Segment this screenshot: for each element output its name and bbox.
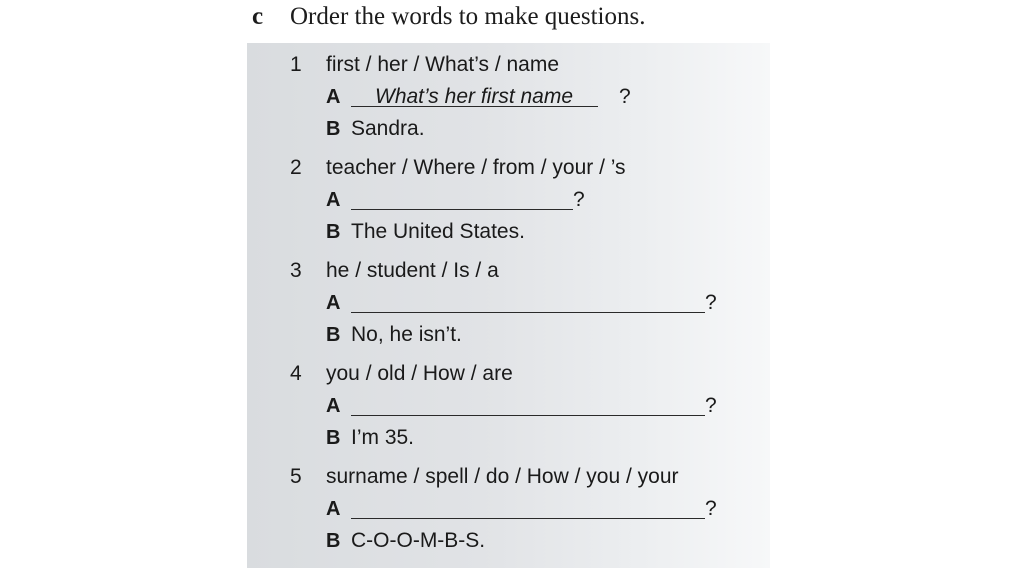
- exercise-panel: [247, 43, 770, 568]
- question-mark: ?: [705, 291, 717, 314]
- speaker-b-label: B: [326, 118, 341, 140]
- question-mark: ?: [705, 497, 717, 520]
- speaker-b-label: B: [326, 324, 341, 346]
- speaker-b-label: B: [326, 221, 341, 243]
- item-number: 3: [290, 259, 302, 282]
- response-text: C-O-O-M-B-S.: [351, 529, 486, 552]
- answer-blank[interactable]: [351, 391, 705, 416]
- answer-blank[interactable]: [351, 185, 573, 210]
- filled-answer: What’s her first name: [375, 85, 574, 108]
- response-text: I’m 35.: [351, 426, 415, 449]
- question-mark: ?: [705, 394, 717, 417]
- response-text: No, he isn’t.: [351, 323, 462, 346]
- speaker-a-label: A: [326, 292, 341, 314]
- exercise-letter: c: [252, 3, 264, 30]
- word-prompt: first / her / What’s / name: [326, 53, 560, 76]
- word-prompt: surname / spell / do / How / you / your: [326, 465, 679, 488]
- answer-blank[interactable]: [351, 82, 598, 107]
- speaker-b-label: B: [326, 530, 341, 552]
- item-number: 5: [290, 465, 302, 488]
- item-number: 1: [290, 53, 302, 76]
- speaker-a-label: A: [326, 86, 341, 108]
- question-mark: ?: [573, 188, 585, 211]
- answer-blank[interactable]: [351, 288, 705, 313]
- item-number: 4: [290, 362, 302, 385]
- exercise-heading: [252, 0, 645, 34]
- response-text: Sandra.: [351, 117, 425, 140]
- item-number: 2: [290, 156, 302, 179]
- speaker-a-label: A: [326, 498, 341, 520]
- response-text: The United States.: [351, 220, 525, 243]
- exercise-instruction: Order the words to make questions.: [290, 3, 646, 30]
- word-prompt: he / student / Is / a: [326, 259, 499, 282]
- word-prompt: you / old / How / are: [326, 362, 513, 385]
- answer-blank[interactable]: [351, 494, 705, 519]
- speaker-b-label: B: [326, 427, 341, 449]
- word-prompt: teacher / Where / from / your / ’s: [326, 156, 626, 179]
- question-mark: ?: [619, 85, 631, 108]
- speaker-a-label: A: [326, 395, 341, 417]
- speaker-a-label: A: [326, 189, 341, 211]
